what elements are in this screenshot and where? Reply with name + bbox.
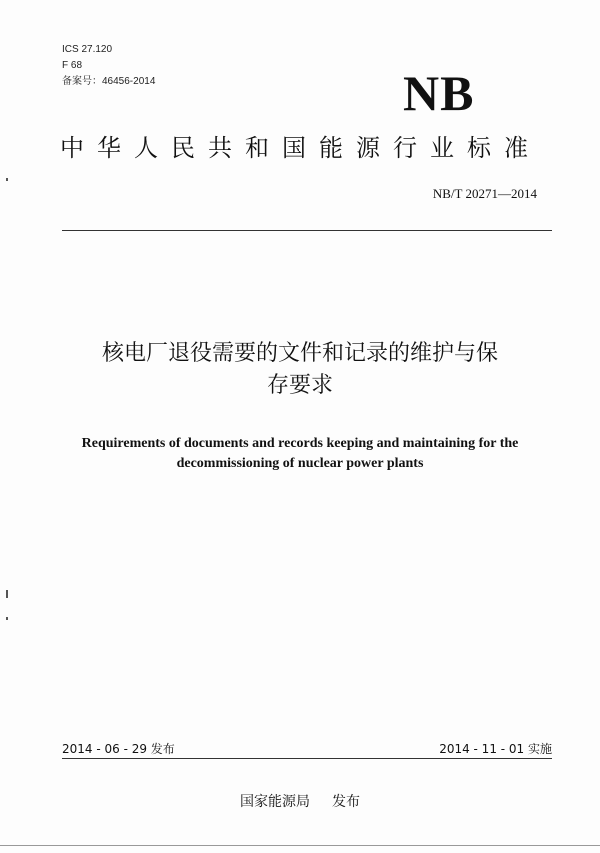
document-title-cn-line1: 核电厂退役需要的文件和记录的维护与保 [101, 341, 498, 366]
classification-code: F 68 [62, 60, 83, 71]
bottom-divider [62, 758, 552, 759]
document-title-en-line2: decommissioning of nuclear power plants [176, 456, 424, 471]
publish-label: 发布 [332, 794, 360, 810]
top-divider [62, 230, 552, 231]
record-number: 备案号：46456-2014 [62, 76, 156, 87]
scan-speck [6, 178, 8, 181]
document-title-en-line1: Requirements of documents and records keeping and maintaining for the [81, 436, 519, 451]
ics-code: ICS 27.120 [62, 44, 113, 55]
scan-speck [6, 617, 8, 620]
publisher-line [0, 792, 600, 812]
issue-date: 2014 - 06 - 29 发布 [62, 742, 175, 756]
document-title-cn [40, 338, 560, 402]
scan-edge-line [0, 845, 600, 846]
implementation-date: 2014 - 11 - 01 实施 [439, 742, 552, 756]
publisher-name: 国家能源局 [240, 794, 310, 810]
date-row [62, 740, 552, 758]
standard-number: NB/T 20271—2014 [432, 186, 537, 201]
classification-block [62, 42, 155, 90]
document-title-cn-line2: 存要求 [266, 373, 333, 398]
scan-speck [6, 590, 8, 598]
standard-category-title: 中华人民共和国能源行业标准 [60, 134, 541, 162]
document-title-en [40, 434, 560, 474]
nb-logo: NB [403, 65, 475, 121]
